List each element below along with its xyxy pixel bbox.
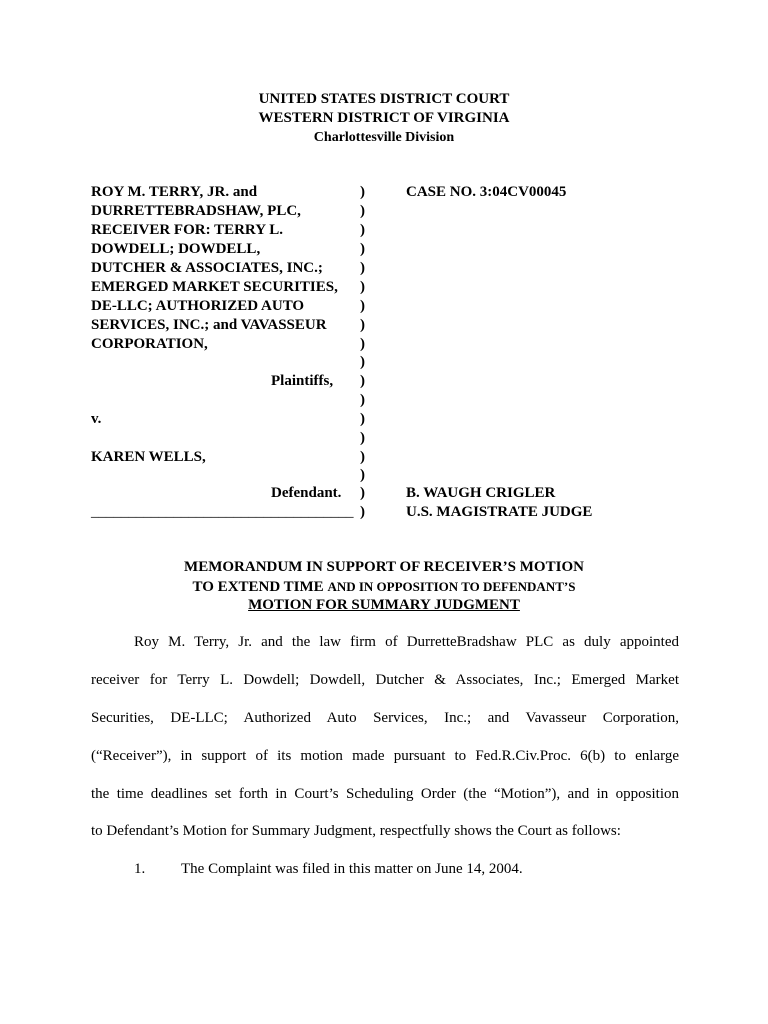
caption-paren: ) <box>360 392 365 408</box>
caption-paren: ) <box>360 467 365 483</box>
caption-line: DOWDELL; DOWDELL, <box>91 241 261 257</box>
caption-paren: ) <box>360 373 365 389</box>
caption-line: SERVICES, INC.; and VAVASSEUR <box>91 317 327 333</box>
memo-title-line2 <box>0 577 768 597</box>
caption-paren: ) <box>360 336 365 352</box>
body-line: Roy M. Terry, Jr. and the law firm of DurretteBradshaw PLC as duly appointed <box>134 634 679 650</box>
case-number: CASE NO. 3:04CV00045 <box>406 184 567 200</box>
plaintiffs-label: Plaintiffs, <box>271 373 334 389</box>
court-name: UNITED STATES DISTRICT COURT <box>258 91 510 107</box>
caption-line: DURRETTEBRADSHAW, PLC, <box>91 203 301 219</box>
body-line: to Defendant’s Motion for Summary Judgment, respectfully shows the Court as follows: <box>91 823 621 839</box>
memo-title-underlined: MOTION FOR SUMMARY JUDGMENT <box>248 597 520 613</box>
court-division: Charlottesville Division <box>313 130 455 145</box>
caption-line: CORPORATION, <box>91 336 208 352</box>
caption-paren: ) <box>360 241 365 257</box>
body-line: Securities, DE-LLC; Authorized Auto Services, Inc.; and Vavasseur Corporation, <box>91 710 679 726</box>
caption-paren: ) <box>360 184 365 200</box>
item-text: The Complaint was filed in this matter on June 14, 2004. <box>181 861 523 877</box>
memo-title-line1: MEMORANDUM IN SUPPORT OF RECEIVER’S MOTION <box>184 559 584 575</box>
body-line: the time deadlines set forth in Court’s Scheduling Order (the “Motion”), and in opposition <box>91 786 679 802</box>
caption-paren: ) <box>360 222 365 238</box>
caption-paren: ) <box>360 430 365 446</box>
caption-line: ROY M. TERRY, JR. and <box>91 184 258 200</box>
defendant-label: Defendant. <box>271 485 342 501</box>
caption-paren: ) <box>360 485 365 501</box>
memo-title-line2a: TO EXTEND TIME <box>192 579 324 595</box>
caption-paren: ) <box>360 449 365 465</box>
caption-paren: ) <box>360 279 365 295</box>
body-line: receiver for Terry L. Dowdell; Dowdell, Dutcher & Associates, Inc.; Emerged Market <box>91 672 679 688</box>
caption-line: DUTCHER & ASSOCIATES, INC.; <box>91 260 323 276</box>
caption-paren: ) <box>360 504 365 520</box>
judge-name: B. WAUGH CRIGLER <box>406 485 556 501</box>
court-district: WESTERN DISTRICT OF VIRGINIA <box>258 110 510 126</box>
memo-title-line3 <box>0 596 768 615</box>
caption-paren: ) <box>360 354 365 370</box>
defendant-name: KAREN WELLS, <box>91 449 206 465</box>
item-number: 1. <box>134 861 146 877</box>
caption-paren: ) <box>360 260 365 276</box>
body-line: (“Receiver”), in support of its motion made pursuant to Fed.R.Civ.Proc. 6(b) to enlarge <box>91 748 679 764</box>
versus-label: v. <box>91 411 102 427</box>
memo-title-line2b: AND IN OPPOSITION TO DEFENDANT’S <box>327 579 576 594</box>
caption-paren: ) <box>360 298 365 314</box>
judge-title: U.S. MAGISTRATE JUDGE <box>406 504 593 520</box>
caption-paren: ) <box>360 317 365 333</box>
caption-line: DE-LLC; AUTHORIZED AUTO <box>91 298 305 314</box>
caption-signature-line: ___________________________________ <box>91 504 354 520</box>
caption-paren: ) <box>360 203 365 219</box>
caption-paren: ) <box>360 411 365 427</box>
caption-line: EMERGED MARKET SECURITIES, <box>91 279 338 295</box>
caption-line: RECEIVER FOR: TERRY L. <box>91 222 283 238</box>
